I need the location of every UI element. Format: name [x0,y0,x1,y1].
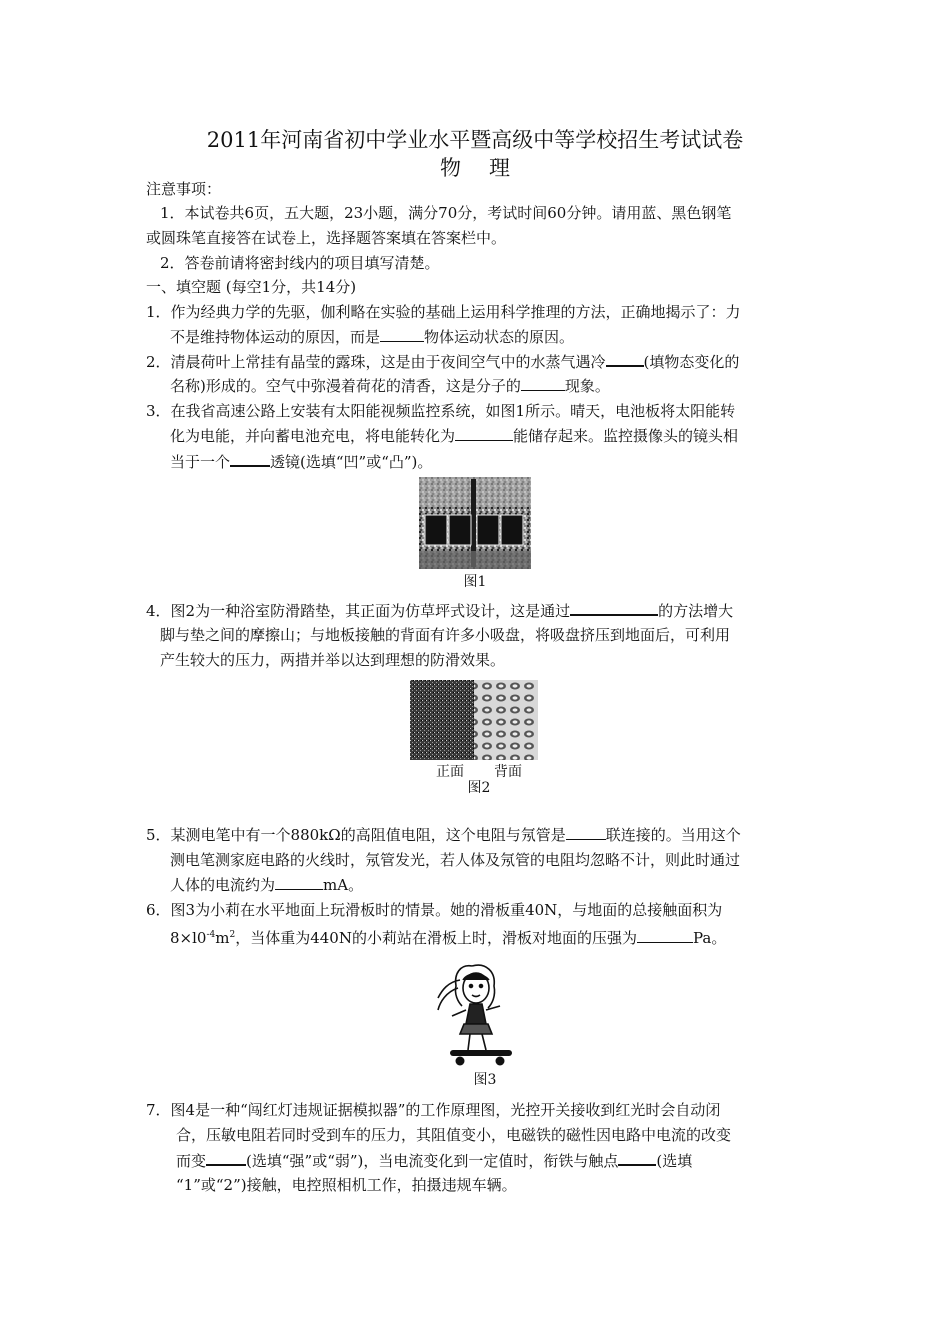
question-7-line-4: “1”或“2”)接触，电控照相机工作，拍摄违规车辆。 [176,1176,517,1194]
question-2-line-1 [146,349,739,374]
q4-answer-blank[interactable] [570,598,658,616]
question-7-line-1: 7．图4是一种“闯红灯违规证据模拟器”的工作原理图，光控开关接收到红光时会自动闭 [146,1101,721,1119]
q3-answer-blank-1[interactable] [455,424,513,441]
q1-answer-blank[interactable] [380,325,424,342]
q7-text-1: 而变 [176,1152,207,1170]
question-5-line-1 [146,823,741,847]
q2-text-2: (填物态变化的 [643,353,740,371]
q1-text-1: 不是维持物体运动的原因，而是 [170,328,381,346]
q7-answer-blank-1[interactable] [206,1148,246,1166]
figure-3-skateboard-girl-image [432,958,524,1070]
q3-text-1: 化为电能，并向蓄电池充电，将电能转化为 [170,427,456,445]
figure-1-solar-panel-image [419,477,531,569]
notice-item-1b: 或圆珠笔直接答在试卷上，选择题答案填在答案栏中。 [146,229,507,247]
q2-answer-blank-1[interactable] [606,349,644,367]
question-5-line-2: 测电笔测家庭电路的火线时，氖管发光，若人体及氖管的电阻均忽略不计，则此时通过 [170,851,741,869]
q6-area-unit: m [215,929,230,947]
q3-text-4: 透镜(选填“凹”或“凸”)。 [270,453,433,471]
notice-item-2: 2．答卷前请将密封线内的项目填写清楚。 [160,254,440,272]
exam-subject: 物理 [440,156,538,180]
q7-answer-blank-2[interactable] [618,1148,656,1166]
q4-text-1: 4．图2为一种浴室防滑踏垫，其正面为仿草坪式设计，这是通过 [146,602,571,620]
notice-heading: 注意事项： [146,180,222,198]
question-2-line-2 [170,374,610,398]
question-3-line-3 [170,449,432,474]
question-4-line-1 [146,598,733,623]
q2-answer-blank-2[interactable] [521,374,565,391]
q3-answer-blank-2[interactable] [230,449,270,467]
q6-area-unit-exponent: 2 [229,930,236,940]
question-3-line-1: 3．在我省高速公路上安装有太阳能视频监控系统，如图1所示。晴天，电池板将太阳能转 [146,402,736,420]
section-heading-1: 一、填空题 (每空1分，共14分) [146,278,357,296]
question-4-line-3: 产生较大的压力，两措并举以达到理想的防滑效果。 [160,651,506,669]
figure-2-bath-mat-image [410,680,538,760]
q5-text-3: 人体的电流约为 [170,876,276,894]
figure-2-front-label: 正面 [436,764,464,780]
q2-text-3: 名称)形成的。空气中弥漫着荷花的清香，这是分子的 [170,377,521,395]
q4-text-2: 的方法增大 [658,602,734,620]
figure-2-back-label: 背面 [494,764,522,780]
q5-answer-blank-2[interactable] [275,873,323,890]
question-4-line-2: 脚与垫之间的摩擦山；与地板接触的背面有许多小吸盘，将吸盘挤压到地面后，可利用 [160,626,731,644]
figure-3-caption: 图3 [473,1072,497,1088]
q1-text-2: 物体运动状态的原因。 [424,328,575,346]
q6-area-exponent: -4 [206,930,216,940]
q5-text-2: 联连接的。当用这个 [605,826,741,844]
q5-text-1: 5．某测电笔中有一个880kΩ的高阻值电阻，这个电阻与氖管是 [146,826,566,844]
exam-title: 2011年河南省初中学业水平暨高级中等学校招生考试试卷 [206,128,744,152]
figure-2-caption: 图2 [467,780,491,796]
q6-text-2: Pa。 [692,929,727,947]
question-7-line-2: 合，压敏电阻若同时受到车的压力，其阻值变小，电磁铁的磁性因电路中电流的改变 [176,1126,732,1144]
notice-item-1a: 1．本试卷共6页，五大题，23小题，满分70分，考试时间60分钟。请用蓝、黑色钢笔 [160,204,732,222]
question-1-line-2 [170,325,574,349]
q7-text-3: (选填 [656,1152,693,1170]
q6-text-1: ，当体重为440N的小莉站在滑板上时，滑板对地面的压强为 [235,929,637,947]
question-1-line-1: 1．作为经典力学的先驱，伽利略在实验的基础上运用科学推理的方法，正确地揭示了：力 [146,303,741,321]
q5-answer-blank-1[interactable] [566,823,606,840]
question-5-line-3 [170,873,363,897]
q5-text-4: mA。 [323,876,364,894]
q6-area-base: 8×l0 [170,929,207,947]
figure-1-caption: 图1 [463,574,487,590]
question-6-line-2 [170,923,726,950]
question-6-line-1: 6．图3为小莉在水平地面上玩滑板时的情景。她的滑板重40N，与地面的总接触面积为 [146,901,723,919]
q3-text-2: 能储存起来。监控摄像头的镜头相 [513,427,739,445]
q2-text-4: 现象。 [564,377,610,395]
q6-answer-blank[interactable] [637,926,693,943]
q7-text-2: (选填“强”或“弱”)，当电流变化到一定值时，衔铁与触点 [246,1152,619,1170]
question-7-line-3 [176,1148,692,1173]
question-3-line-2 [170,424,738,448]
q3-text-3: 当于一个 [170,453,231,471]
q2-text-1: 2．清晨荷叶上常挂有晶莹的露珠，这是由于夜间空气中的水蒸气遇冷 [146,353,606,371]
